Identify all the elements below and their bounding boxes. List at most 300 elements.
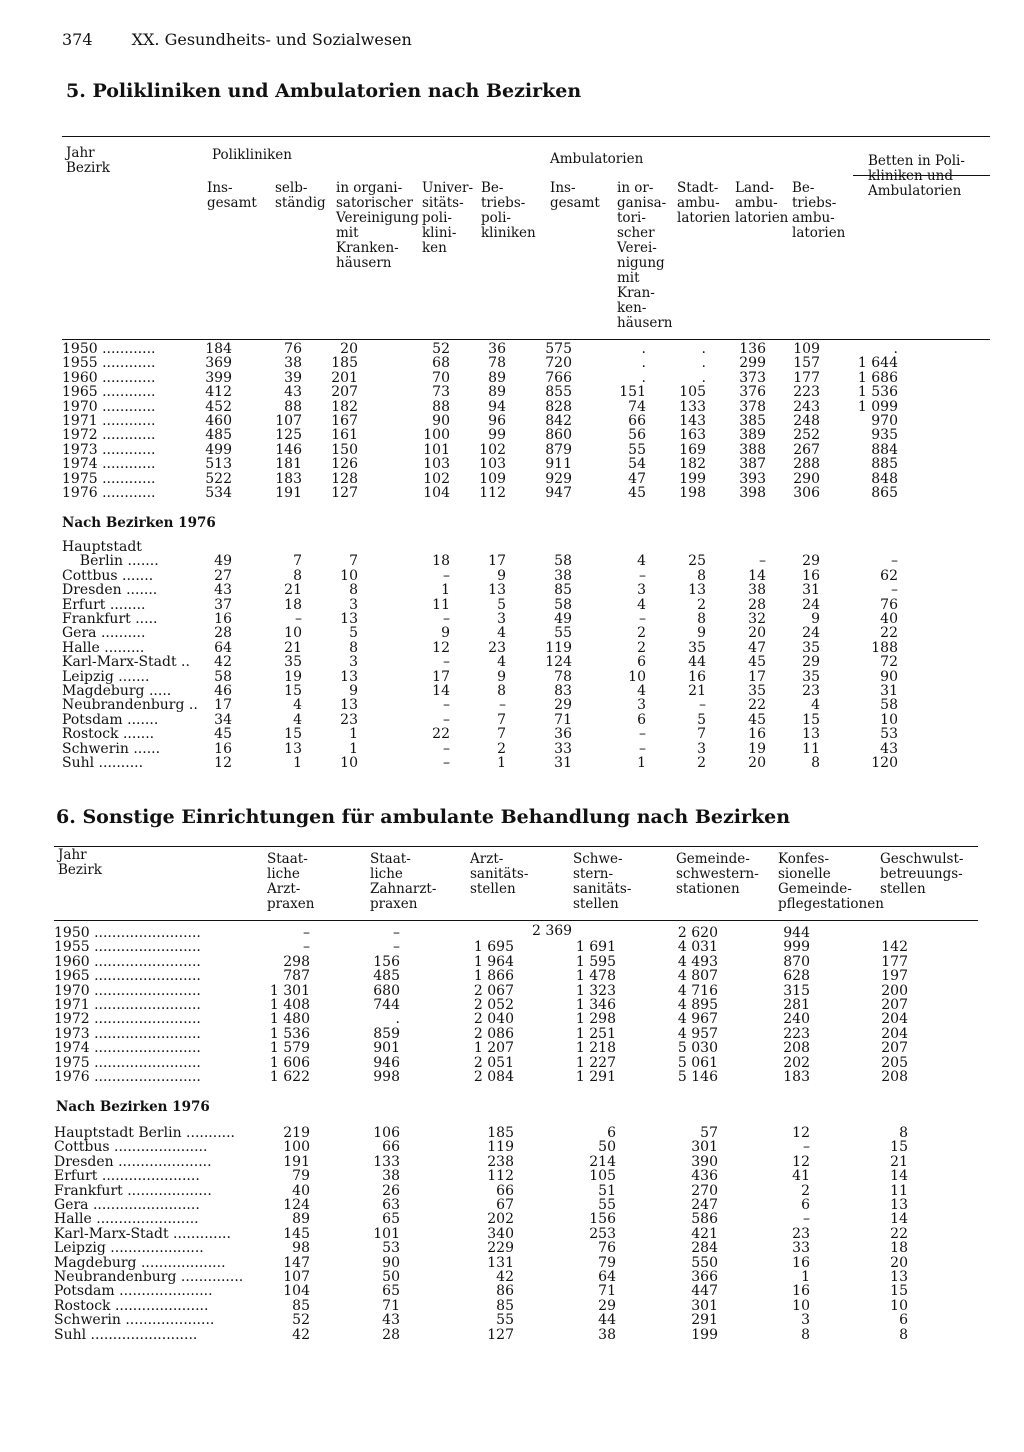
t6-year-row-cell: 870 bbox=[783, 953, 810, 970]
t5-bezirk-row-cell: 43 bbox=[880, 740, 898, 757]
t5-year-row-cell: 146 bbox=[275, 441, 302, 458]
t6-bezirk-row-label: Frankfurt ................... bbox=[54, 1182, 212, 1199]
t5-col-head-5-line: gesamt bbox=[550, 195, 600, 211]
t6-bezirk-row-cell: 247 bbox=[691, 1197, 718, 1213]
t6-year-row-cell: 208 bbox=[881, 1069, 908, 1085]
t5-bezirk-row-cell: 1 bbox=[293, 755, 302, 771]
t5-col-head-7-line: latorien bbox=[677, 210, 731, 226]
t6-col-head-2 bbox=[470, 852, 528, 897]
t5-year-row-cell: 182 bbox=[679, 456, 706, 473]
t5-bezirk-row-cell: 35 bbox=[688, 639, 706, 656]
t5-bezirk-row-cell: 17 bbox=[214, 697, 232, 714]
t5-year-row-cell: 766 bbox=[545, 369, 572, 386]
t5-bezirk-row-cell: 11 bbox=[432, 596, 450, 613]
t6-year-row bbox=[54, 1041, 954, 1056]
t5-bezirk-row bbox=[62, 583, 962, 598]
t5-bezirk-row-label: Rostock ....... bbox=[62, 726, 155, 743]
t5-col-head-6-line: ken- bbox=[617, 300, 647, 316]
t6-year-row-cell: 946 bbox=[373, 1054, 400, 1071]
t6-bezirk-row-cell: 127 bbox=[487, 1326, 514, 1343]
t6-year-row-cell: 1 291 bbox=[575, 1069, 616, 1085]
t5-bezirk-row bbox=[62, 727, 962, 742]
t6-bezirk-row bbox=[54, 1169, 954, 1184]
t5-bezirk-row-cell: 23 bbox=[802, 683, 820, 699]
t6-bezirk-row-cell: 3 bbox=[801, 1312, 810, 1329]
t6-bezirk-row-cell: 124 bbox=[283, 1197, 310, 1213]
t5-year-row-label: 1971 ............ bbox=[62, 413, 156, 429]
t6-bezirk-row-label: Cottbus ..................... bbox=[54, 1139, 208, 1156]
t6-bezirk-row-cell: 22 bbox=[890, 1225, 908, 1242]
t5-col-head-2-line: häusern bbox=[336, 255, 392, 271]
t5-year-row-cell: . bbox=[893, 341, 898, 357]
t6-year-row-cell: 208 bbox=[783, 1040, 810, 1057]
t5-year-row-cell: 102 bbox=[423, 470, 450, 487]
t5-year-row-cell: 38 bbox=[284, 355, 302, 372]
t5-year-row-cell: 575 bbox=[545, 341, 572, 357]
t5-year-row-cell: 103 bbox=[423, 456, 450, 473]
t5-year-row-cell: 109 bbox=[479, 470, 506, 487]
t6-col-head-3-line: sanitäts- bbox=[573, 881, 632, 897]
t5-bezirk-row-cell: – bbox=[759, 553, 766, 570]
t6-year-row-cell: 4 807 bbox=[677, 968, 718, 985]
t5-year-row-cell: . bbox=[701, 341, 706, 357]
table5-top-rule bbox=[62, 136, 990, 137]
t5-bezirk-row-cell: 47 bbox=[748, 639, 766, 656]
t5-bezirk-row-cell: – bbox=[443, 711, 450, 728]
t5-bezirk-row-cell: 40 bbox=[880, 611, 898, 627]
t5-bezirk-row-cell: 58 bbox=[214, 668, 232, 685]
t6-bezirk-row-cell: 98 bbox=[292, 1240, 310, 1257]
t5-year-row-cell: . bbox=[641, 341, 646, 357]
t5-year-row-cell: 43 bbox=[284, 384, 302, 401]
t6-year-row-cell: – bbox=[303, 939, 310, 956]
t6-bezirk-row-cell: 6 bbox=[801, 1197, 810, 1213]
t6-bezirk-row-label: Suhl ........................ bbox=[54, 1326, 198, 1343]
t5-year-row-label: 1970 ............ bbox=[62, 398, 156, 415]
t6-year-row-cell: 744 bbox=[373, 997, 400, 1013]
t6-bezirk-row-cell: 18 bbox=[890, 1240, 908, 1257]
t5-bezirk-row-cell: 38 bbox=[748, 582, 766, 599]
t5-bezirk-row-cell: 1 bbox=[349, 740, 358, 757]
t6-year-row-cell: 1 251 bbox=[575, 1025, 616, 1042]
t5-year-row-cell: 373 bbox=[739, 369, 766, 386]
t5-year-row-cell: 522 bbox=[205, 470, 232, 487]
t6-bezirk-row-cell: 12 bbox=[792, 1153, 810, 1170]
t6-year-row-cell: 1 298 bbox=[575, 1011, 616, 1028]
t5-col-head-0 bbox=[207, 181, 257, 211]
t5-bezirk-row-cell: – bbox=[639, 611, 646, 627]
t5-bezirk-row-cell: 14 bbox=[748, 567, 766, 584]
t6-bezirk-row-cell: 66 bbox=[496, 1182, 514, 1199]
t5-bezirk-row-cell: 16 bbox=[802, 567, 820, 584]
t5-col-head-2-line: Kranken- bbox=[336, 240, 399, 256]
t5-bezirk-row-cell: 120 bbox=[871, 755, 898, 771]
t5-section-label: Nach Bezirken 1976 bbox=[62, 515, 216, 531]
t5-year-row-cell: 399 bbox=[205, 369, 232, 386]
t5-year-row-cell: 89 bbox=[488, 369, 506, 386]
t6-year-row-cell: 1 866 bbox=[473, 968, 514, 985]
t5-year-row bbox=[62, 472, 962, 487]
t5-year-row-cell: 452 bbox=[205, 398, 232, 415]
t5-year-row-cell: 855 bbox=[545, 384, 572, 401]
t6-year-row-cell: 485 bbox=[373, 968, 400, 985]
t5-year-row-cell: 860 bbox=[545, 427, 572, 444]
t6-bezirk-row-cell: 63 bbox=[382, 1197, 400, 1213]
t5-bezirk-row-label: Schwerin ...... bbox=[62, 740, 161, 757]
t5-bezirk-row bbox=[62, 756, 962, 771]
t5-bezirk-row-cell: 10 bbox=[628, 668, 646, 685]
t5-bezirk-row-cell: 13 bbox=[340, 611, 358, 627]
t6-bezirk-row-cell: 101 bbox=[373, 1225, 400, 1242]
t6-year-row-cell: 2 040 bbox=[473, 1011, 514, 1028]
t5-bezirk-row-cell: 43 bbox=[214, 582, 232, 599]
t5-year-row-cell: 299 bbox=[739, 355, 766, 372]
t5-bezirk-row-cell: 1 bbox=[497, 755, 506, 771]
t5-bezirk-row-cell: – bbox=[443, 740, 450, 757]
t5-group-polikliniken bbox=[212, 148, 292, 163]
t5-year-row-cell: 485 bbox=[205, 427, 232, 444]
table6-header-rule bbox=[54, 920, 978, 921]
t5-bezirk-row-label: Halle ......... bbox=[62, 639, 145, 656]
t5-col-head-6-line: Verei- bbox=[617, 240, 657, 256]
t5-year-row-cell: 102 bbox=[479, 441, 506, 458]
t6-year-row-cell: 5 030 bbox=[677, 1040, 718, 1057]
t5-year-row-cell: 199 bbox=[679, 470, 706, 487]
t5-year-row-cell: 54 bbox=[628, 456, 646, 473]
t5-stub-head-line: Bezirk bbox=[66, 160, 110, 176]
t5-bezirk-row-cell: 38 bbox=[554, 567, 572, 584]
t5-year-row-cell: 70 bbox=[432, 369, 450, 386]
t6-bezirk-row-cell: 131 bbox=[487, 1254, 514, 1271]
t5-bezirk-row bbox=[62, 598, 962, 613]
t5-bezirk-row-cell: 8 bbox=[293, 567, 302, 584]
t5-year-row-cell: 1 644 bbox=[857, 355, 898, 372]
t6-col-head-0-line: praxen bbox=[267, 896, 315, 912]
t5-bezirk-row bbox=[62, 670, 962, 685]
t5-year-row-cell: 78 bbox=[488, 355, 506, 372]
t6-year-row-cell: 1 408 bbox=[269, 997, 310, 1013]
t5-bezirk-row-cell: 83 bbox=[554, 683, 572, 699]
t5-betten-head-line: Ambulatorien bbox=[868, 183, 962, 199]
t5-bezirk-row-cell: 3 bbox=[637, 582, 646, 599]
t6-year-row-cell: 2 051 bbox=[473, 1054, 514, 1071]
t6-bezirk-row bbox=[54, 1241, 954, 1256]
t6-year-row-cell: 197 bbox=[881, 968, 908, 985]
t5-year-row-cell: 99 bbox=[488, 427, 506, 444]
t5-bezirk-row-cell: 119 bbox=[545, 639, 572, 656]
t5-year-row-label: 1950 ............ bbox=[62, 341, 156, 357]
t5-year-row-cell: 150 bbox=[331, 441, 358, 458]
t6-bezirk-row-cell: 214 bbox=[589, 1153, 616, 1170]
t6-bezirk-row-label: Erfurt ...................... bbox=[54, 1168, 200, 1185]
t6-year-row-cell: 1 218 bbox=[575, 1040, 616, 1057]
t6-bezirk-row-cell: 8 bbox=[801, 1326, 810, 1343]
t6-bezirk-row-cell: 90 bbox=[382, 1254, 400, 1271]
t5-year-row-cell: 929 bbox=[545, 470, 572, 487]
t5-year-row bbox=[62, 371, 962, 386]
t5-bezirk-row-cell: 1 bbox=[637, 755, 646, 771]
t5-year-row-cell: . bbox=[701, 355, 706, 372]
t5-bezirk-row-cell: 13 bbox=[284, 740, 302, 757]
t5-bezirk-row-cell: 19 bbox=[284, 668, 302, 685]
t5-year-row-cell: 267 bbox=[793, 441, 820, 458]
t6-bezirk-row-cell: 85 bbox=[496, 1297, 514, 1314]
t5-bezirk-row bbox=[62, 569, 962, 584]
t6-bezirk-row-cell: 8 bbox=[899, 1125, 908, 1141]
t5-bezirk-row-cell: 85 bbox=[554, 582, 572, 599]
t6-year-row-cell: 183 bbox=[783, 1069, 810, 1085]
t5-bezirk-row-cell: 23 bbox=[340, 711, 358, 728]
t5-year-row-cell: 157 bbox=[793, 355, 820, 372]
t6-bezirk-row-cell: 85 bbox=[292, 1297, 310, 1314]
t5-bezirk-row-cell: 20 bbox=[748, 755, 766, 771]
t6-year-row bbox=[54, 1070, 954, 1085]
t5-year-row-cell: 389 bbox=[739, 427, 766, 444]
t6-bezirk-row-cell: 284 bbox=[691, 1240, 718, 1257]
t5-col-head-3-line: sitäts- bbox=[422, 195, 464, 211]
t5-year-row-cell: . bbox=[701, 369, 706, 386]
t5-year-row-cell: 74 bbox=[628, 398, 646, 415]
t5-col-head-6-line: mit bbox=[617, 270, 640, 286]
t6-year-row-cell: 1 346 bbox=[575, 997, 616, 1013]
t6-year-row-cell: 200 bbox=[881, 982, 908, 999]
t5-bezirk-row-cell: 21 bbox=[688, 683, 706, 699]
t6-bezirk-row-cell: 89 bbox=[292, 1211, 310, 1228]
t5-year-row-cell: 109 bbox=[793, 341, 820, 357]
t5-bezirk-row-cell: – bbox=[699, 697, 706, 714]
t6-bezirk-row-cell: 366 bbox=[691, 1269, 718, 1285]
t5-year-row-cell: 223 bbox=[793, 384, 820, 401]
t5-bezirk-row-cell: 16 bbox=[688, 668, 706, 685]
t5-bezirk-row-cell: 8 bbox=[349, 639, 358, 656]
t6-1950-merged-value: 2 369 bbox=[532, 923, 573, 939]
t6-bezirk-row-cell: 76 bbox=[598, 1240, 616, 1257]
t5-col-head-6-line: nigung bbox=[617, 255, 665, 271]
t5-bezirk-row-cell: 31 bbox=[554, 755, 572, 771]
t6-year-row-cell: 4 493 bbox=[677, 953, 718, 970]
t6-bezirk-row-cell: 436 bbox=[691, 1168, 718, 1185]
t5-year-row-cell: 127 bbox=[331, 485, 358, 501]
t5-year-row-cell: 36 bbox=[488, 341, 506, 357]
t5-bezirk-row-cell: 13 bbox=[802, 726, 820, 743]
t6-year-row-cell: 4 716 bbox=[677, 982, 718, 999]
t6-bezirk-row-cell: 38 bbox=[598, 1326, 616, 1343]
t5-year-row-cell: 885 bbox=[871, 456, 898, 473]
t5-year-row-cell: 105 bbox=[679, 384, 706, 401]
t5-bezirk-row-cell: 1 bbox=[441, 582, 450, 599]
t5-bezirk-row-cell: 4 bbox=[293, 697, 302, 714]
t6-bezirk-row-cell: 71 bbox=[382, 1297, 400, 1314]
t5-year-row-cell: 183 bbox=[275, 470, 302, 487]
t5-year-row-label: 1973 ............ bbox=[62, 441, 156, 458]
t5-bezirk-row-cell: 7 bbox=[497, 726, 506, 743]
t6-bezirk-row-label: Neubrandenburg .............. bbox=[54, 1269, 244, 1285]
t6-bezirk-row-cell: 41 bbox=[792, 1168, 810, 1185]
t6-stub-head-line: Bezirk bbox=[58, 862, 102, 878]
t5-bezirk-row-cell: 2 bbox=[637, 625, 646, 642]
t5-bezirk-row-cell: 16 bbox=[214, 611, 232, 627]
t5-bezirk-row-cell: 17 bbox=[432, 668, 450, 685]
t6-year-row-cell: 177 bbox=[881, 953, 908, 970]
t6-bezirk-row-cell: 238 bbox=[487, 1153, 514, 1170]
t6-bezirk-row-cell: 11 bbox=[890, 1182, 908, 1199]
t5-bezirk-row-cell: 7 bbox=[293, 553, 302, 570]
t5-col-head-3-line: klini- bbox=[422, 225, 457, 241]
t6-bezirk-row-cell: – bbox=[803, 1139, 810, 1156]
t5-bezirk-row-cell: – bbox=[891, 553, 898, 570]
t5-year-row-cell: 970 bbox=[871, 413, 898, 429]
t5-col-head-6-line: scher bbox=[617, 225, 655, 241]
t5-bezirk-row-cell: 58 bbox=[554, 596, 572, 613]
t6-col-head-1-line: Staat- bbox=[370, 851, 411, 867]
t6-year-row-label: 1973 ........................ bbox=[54, 1025, 201, 1042]
t5-bezirk-row-cell: 3 bbox=[497, 611, 506, 627]
t5-bezirk-row-cell: 53 bbox=[880, 726, 898, 743]
t6-bezirk-row-cell: 421 bbox=[691, 1225, 718, 1242]
t5-year-row-cell: 911 bbox=[545, 456, 572, 473]
t5-bezirk-row-cell: – bbox=[891, 582, 898, 599]
t5-year-row-cell: 412 bbox=[205, 384, 232, 401]
t6-year-row-label: 1965 ........................ bbox=[54, 968, 201, 985]
t5-year-row bbox=[62, 457, 962, 472]
t6-bezirk-row-cell: 133 bbox=[373, 1153, 400, 1170]
t5-col-head-7-line: Stadt- bbox=[677, 180, 719, 196]
t6-col-head-3-line: stern- bbox=[573, 866, 614, 882]
t6-bezirk-row-cell: 104 bbox=[283, 1283, 310, 1300]
t5-year-row-cell: 288 bbox=[793, 456, 820, 473]
t6-bezirk-row-cell: 12 bbox=[792, 1125, 810, 1141]
t6-year-row-label: 1976 ........................ bbox=[54, 1069, 201, 1085]
t5-bezirk-row-cell: 124 bbox=[545, 654, 572, 671]
t5-bezirk-row-cell: 16 bbox=[214, 740, 232, 757]
t5-bezirk-row-cell: 13 bbox=[340, 697, 358, 714]
t5-col-head-2-line: in organi- bbox=[336, 180, 403, 196]
t5-col-head-0-line: gesamt bbox=[207, 195, 257, 211]
t5-col-head-4 bbox=[481, 181, 536, 241]
t6-bezirk-row-cell: 270 bbox=[691, 1182, 718, 1199]
t6-col-head-4-line: Gemeinde- bbox=[676, 851, 750, 867]
t5-bezirk-row-cell: 15 bbox=[284, 726, 302, 743]
t5-bezirk-row-cell: 2 bbox=[637, 639, 646, 656]
t6-bezirk-row-cell: 586 bbox=[691, 1211, 718, 1228]
t5-year-row-cell: 393 bbox=[739, 470, 766, 487]
t6-bezirk-row-cell: 79 bbox=[598, 1254, 616, 1271]
t5-year-row-cell: 112 bbox=[479, 485, 506, 501]
t6-year-row-cell: 859 bbox=[373, 1025, 400, 1042]
t5-col-head-6 bbox=[617, 181, 673, 331]
t6-bezirk-row-cell: 219 bbox=[283, 1125, 310, 1141]
t6-year-row-cell: 5 146 bbox=[677, 1069, 718, 1085]
page-number: 374 bbox=[62, 30, 93, 49]
t5-bezirk-row-cell: 24 bbox=[802, 596, 820, 613]
t5-col-head-3-line: Univer- bbox=[422, 180, 474, 196]
t6-year-row-cell: 4 957 bbox=[677, 1025, 718, 1042]
t5-year-row-cell: 198 bbox=[679, 485, 706, 501]
t5-col-head-9 bbox=[792, 181, 845, 241]
t5-bezirk-row-label: Neubrandenburg .. bbox=[62, 697, 198, 714]
t5-year-row-cell: 842 bbox=[545, 413, 572, 429]
t5-bezirk-row-cell: 31 bbox=[802, 582, 820, 599]
t6-year-row-cell: 298 bbox=[283, 953, 310, 970]
t5-bezirk-row-cell: 21 bbox=[284, 582, 302, 599]
t5-bezirk-row-cell: – bbox=[443, 654, 450, 671]
t6-stub-head-line: Jahr bbox=[58, 847, 87, 863]
t5-bezirk-row-cell: 29 bbox=[802, 654, 820, 671]
t5-year-row-cell: 133 bbox=[679, 398, 706, 415]
t6-bezirk-row-cell: 55 bbox=[598, 1197, 616, 1213]
t5-bezirk-row-cell: 33 bbox=[554, 740, 572, 757]
t6-col-head-0-line: liche bbox=[267, 866, 300, 882]
t5-bezirk-row-cell: – bbox=[499, 697, 506, 714]
t6-bezirk-row-cell: 42 bbox=[496, 1269, 514, 1285]
t5-year-row bbox=[62, 385, 962, 400]
t5-bezirk-row-cell: 16 bbox=[748, 726, 766, 743]
t6-bezirk-row-cell: 202 bbox=[487, 1211, 514, 1228]
t5-bezirk-row-cell: 9 bbox=[441, 625, 450, 642]
t5-bezirk-row-cell: – bbox=[443, 755, 450, 771]
t6-year-row-cell: 1 227 bbox=[575, 1054, 616, 1071]
t6-col-head-2-line: stellen bbox=[470, 881, 516, 897]
t5-col-head-2-line: satorischer bbox=[336, 195, 413, 211]
t5-bezirk-row-cell: 62 bbox=[880, 567, 898, 584]
t5-bezirk-row-cell: 3 bbox=[349, 654, 358, 671]
t6-bezirk-row bbox=[54, 1328, 954, 1343]
t6-bezirk-row-label: Schwerin .................... bbox=[54, 1312, 215, 1329]
t5-bezirk-row-cell: – bbox=[295, 611, 302, 627]
t5-bezirk-row-cell: 55 bbox=[554, 625, 572, 642]
t6-year-row-cell: 4 895 bbox=[677, 997, 718, 1013]
t5-bezirk-row-cell: 25 bbox=[688, 553, 706, 570]
t6-bezirk-row-cell: 6 bbox=[899, 1312, 908, 1329]
t5-bezirk-row-cell: 15 bbox=[802, 711, 820, 728]
t5-year-row bbox=[62, 428, 962, 443]
t5-group-polikliniken-line: Polikliniken bbox=[212, 147, 292, 163]
t6-year-row-cell: 204 bbox=[881, 1025, 908, 1042]
t5-bezirk-row-cell: 37 bbox=[214, 596, 232, 613]
t5-year-row bbox=[62, 443, 962, 458]
t5-bezirk-row-cell: – bbox=[639, 567, 646, 584]
t5-year-row-cell: 848 bbox=[871, 470, 898, 487]
t6-bezirk-row-label: Leipzig ..................... bbox=[54, 1240, 204, 1257]
t6-bezirk-row-cell: 53 bbox=[382, 1240, 400, 1257]
t5-year-row-cell: 306 bbox=[793, 485, 820, 501]
t5-col-head-0-line: Ins- bbox=[207, 180, 233, 196]
t5-year-row-cell: 376 bbox=[739, 384, 766, 401]
t5-bezirk-row-cell: 7 bbox=[497, 711, 506, 728]
t6-year-row-cell: 142 bbox=[881, 939, 908, 956]
t5-bezirk-row-cell: 4 bbox=[811, 697, 820, 714]
t6-year-row-cell: 1 695 bbox=[473, 939, 514, 956]
t6-bezirk-row-cell: 66 bbox=[382, 1139, 400, 1156]
t6-bezirk-row-cell: 2 bbox=[801, 1182, 810, 1199]
t6-year-row-cell: 4 031 bbox=[677, 939, 718, 956]
t5-year-row bbox=[62, 486, 962, 501]
t5-year-row-cell: 884 bbox=[871, 441, 898, 458]
t6-year-row-cell: 999 bbox=[783, 939, 810, 956]
t5-bezirk-row-cell: 2 bbox=[497, 740, 506, 757]
t6-bezirk-row-cell: 16 bbox=[792, 1254, 810, 1271]
t5-year-row-cell: 39 bbox=[284, 369, 302, 386]
t6-col-head-6-line: Geschwulst- bbox=[880, 851, 964, 867]
t6-year-row-cell: 223 bbox=[783, 1025, 810, 1042]
t5-bezirk-row-cell: 9 bbox=[697, 625, 706, 642]
t6-col-head-0-line: Staat- bbox=[267, 851, 308, 867]
t5-bezirk-row-cell: 42 bbox=[214, 654, 232, 671]
t6-bezirk-row-cell: 100 bbox=[283, 1139, 310, 1156]
t6-col-head-6 bbox=[880, 852, 963, 897]
t5-bezirk-row-cell: 7 bbox=[349, 553, 358, 570]
t5-bezirk-row-cell: 90 bbox=[880, 668, 898, 685]
